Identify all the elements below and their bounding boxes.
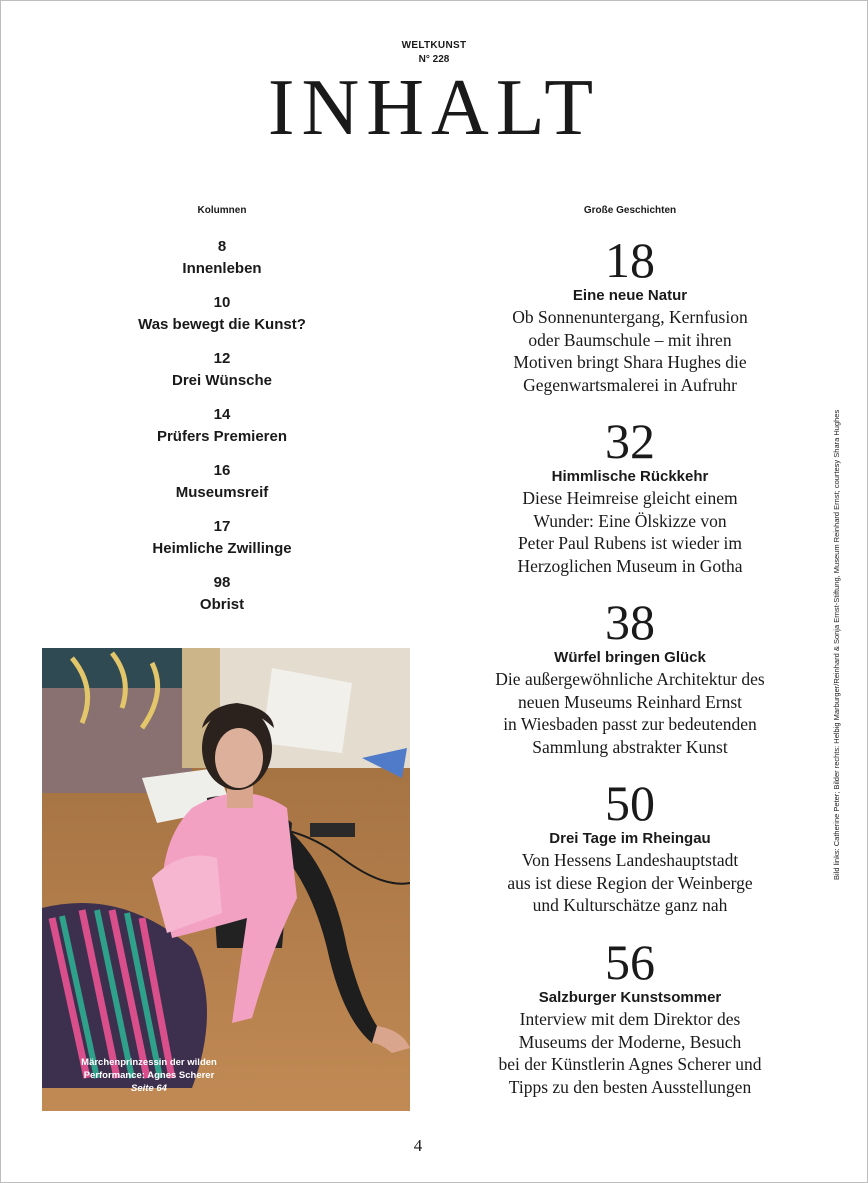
issue-number: N° 228 [418,54,450,65]
story-item[interactable] [470,934,790,1098]
story-page: 38 [605,594,655,650]
story-teaser: Ob Sonnenuntergang, Kernfusion oder Baumschule – mit ihren Motiven bringt Shara Hughes die Gegenwartsmalerei in Aufruhr [512,307,748,395]
story-teaser: Diese Heimreise gleicht einem Wunder: Eine Ölskizze von Peter Paul Rubens ist wieder im Herzoglichen Museum in Gotha [517,488,743,576]
caption-page-ref: Seite 64 [131,1083,167,1094]
column-title: Prüfers Premieren [156,428,288,445]
story-teaser: Interview mit dem Direktor des Museums der Moderne, Besuch bei der Künstlerin Agnes Scherer und Tipps zu den besten Ausstellungen [498,1009,762,1097]
feature-photo[interactable] [42,648,410,1111]
story-page: 50 [605,775,655,831]
column-page: 16 [213,462,231,479]
story-title: Eine neue Natur [572,287,688,304]
story-teaser: Von Hessens Landeshauptstadt aus ist diese Region der Weinberge und Kulturschätze ganz nah [507,850,753,915]
column-title: Heimliche Zwillinge [152,540,292,557]
column-item[interactable] [100,404,344,448]
column-title: Was bewegt die Kunst? [138,316,306,333]
story-page: 56 [605,934,655,990]
story-page: 18 [605,232,655,288]
columns-heading: Kolumnen [197,205,247,216]
story-item[interactable] [470,775,790,917]
column-title: Drei Wünsche [171,372,273,389]
photo-caption [42,1056,256,1095]
story-teaser: Die außergewöhnliche Architektur des neuen Museums Reinhard Ernst in Wiesbaden passt zur bedeutenden Sammlung abstrakter Kunst [495,669,765,757]
column-item[interactable] [100,516,344,560]
page-title: INHALT [267,64,601,152]
column-page: 10 [213,294,231,311]
column-item[interactable] [100,348,344,392]
story-item[interactable] [470,594,790,758]
column-page: 14 [213,406,231,423]
column-item[interactable] [100,292,344,336]
photo-illustration [42,648,410,1111]
story-title: Himmlische Rückkehr [551,468,709,485]
story-page: 32 [605,413,655,469]
caption-line: Performance: Agnes Scherer [83,1070,215,1081]
column-page: 98 [213,574,231,591]
column-title: Innenleben [182,260,262,277]
column-page: 17 [213,518,231,535]
story-title: Würfel bringen Glück [554,649,706,666]
column-page: 12 [213,350,231,367]
column-item[interactable] [100,236,344,280]
stories-heading: Große Geschichten [583,205,677,216]
magazine-name: WELTKUNST [401,40,467,51]
column-page: 8 [217,238,227,255]
image-credit: Bild links: Catherine Peter; Bilder rechts: Helbig Marburger/Reinhard & Sonja Ernst-Stiftung, Museum Reinhard Ernst; courtesy Shara Hughes [832,409,841,880]
page-number: 4 [413,1136,423,1155]
column-title: Obrist [199,596,245,613]
column-item[interactable] [100,572,344,616]
story-title: Salzburger Kunstsommer [538,989,722,1006]
caption-line: Märchenprinzessin der wilden [81,1057,217,1068]
story-title: Drei Tage im Rheingau [549,830,711,847]
story-item[interactable] [470,232,790,396]
story-item[interactable] [470,413,790,577]
column-item[interactable] [100,460,344,504]
column-title: Museumsreif [175,484,269,501]
